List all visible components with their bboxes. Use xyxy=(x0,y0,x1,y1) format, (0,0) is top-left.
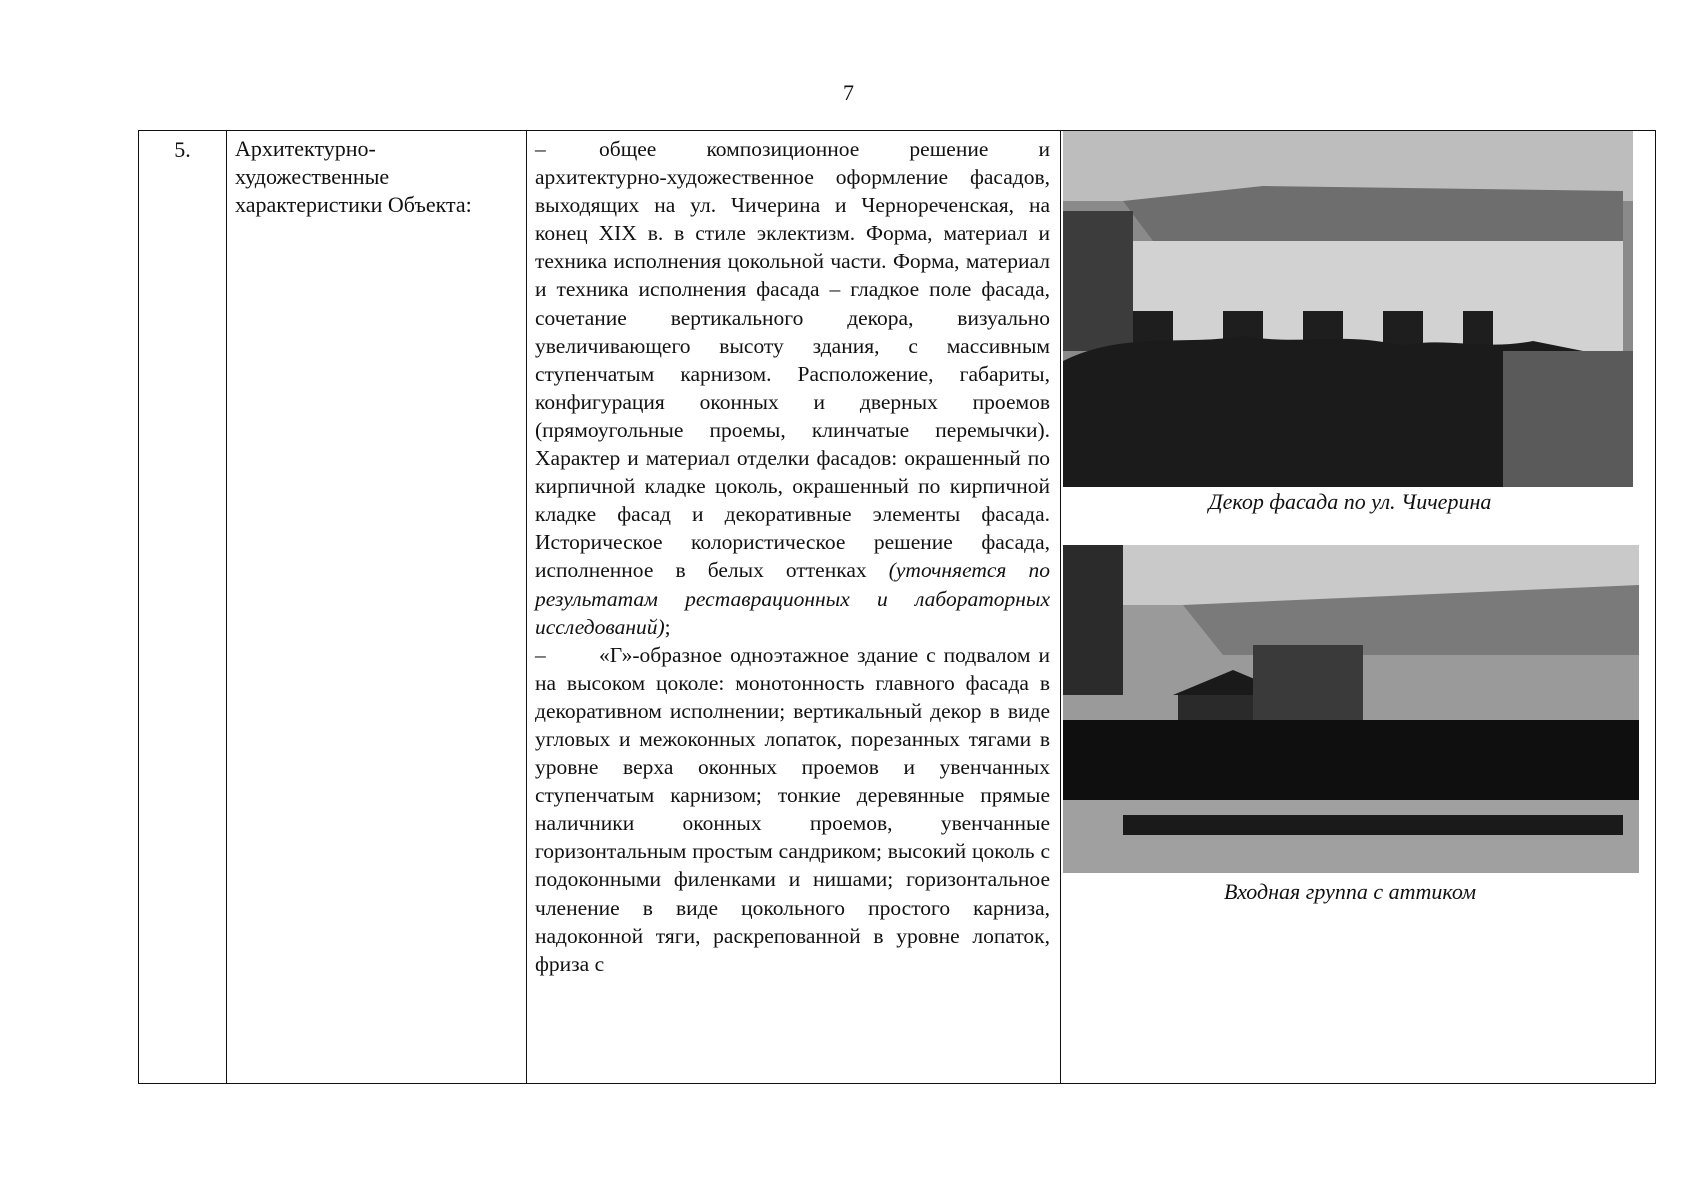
page-number: 7 xyxy=(843,80,854,105)
object-characteristics-table xyxy=(138,130,1656,1084)
paragraph-1-end: ; xyxy=(664,614,671,639)
facade-photo-caption: Декор фасада по ул. Чичерина xyxy=(1208,489,1492,514)
paragraph-2-text: «Г»-образное одноэтажное здание с подвалом и на высоком цоколе: монотонность главного фасада в декоративном исполнении; вертикальный декор в виде угловых и межоконных лопаток, порезанных тягами в уровне верха оконных проемов и увенчанных ступенчатым карнизом; тонкие деревянные прямые наличники оконных проемов, увенчанные горизонтальным простым сандриком; высокий цоколь с подоконными филенками и нишами; горизонтальное членение в виде цокольного простого карниза, надоконной тяги, раскрепованной в уровне лопаток, фриза с xyxy=(535,642,1050,976)
row-title-line: характеристики Объекта: xyxy=(235,192,472,217)
row-title-line: Архитектурно- xyxy=(235,136,376,161)
row-title xyxy=(227,131,527,1084)
description-paragraph-2 xyxy=(535,641,1050,978)
description-cell xyxy=(527,131,1061,1084)
table-row xyxy=(139,131,1656,1084)
entrance-photo xyxy=(1063,545,1639,873)
paragraph-1-note: (уточняется по результатам реставрационных и лабораторных исследований) xyxy=(535,558,1050,639)
description-paragraph-1 xyxy=(535,135,1050,641)
photos-cell xyxy=(1061,131,1656,1084)
dash-marker: – xyxy=(535,137,546,161)
facade-photo xyxy=(1063,131,1633,487)
dash-marker: – xyxy=(535,642,546,667)
entrance-photo-caption: Входная группа с аттиком xyxy=(1223,879,1477,904)
paragraph-1-text: общее композиционное решение и архитектурно-художественное оформление фасадов, выходящих на ул. Чичерина и Чернореченская, на конец XIX в. в стиле эклектизм. Форма, материал и техника исполнения цокольной части. Форма, материал и техника исполнения фасада – гладкое поле фасада, сочетание вертикального декора, визуально увеличивающего высоту здания, с массивным ступенчатым карнизом. Расположение, габариты, конфигурация оконных и дверных проемов (прямоугольные проемы, клинчатые перемычки). Характер и материал отделки фасадов: окрашенный по кирпичной кладке цоколь, окрашенный по кирпичной кладке фасад и декоративные элементы фасада. Историческое колористическое решение фасада, исполненное в белых оттенках xyxy=(535,137,1050,583)
row-title-line: художественные xyxy=(235,164,390,189)
row-number: 5. xyxy=(139,131,227,1084)
